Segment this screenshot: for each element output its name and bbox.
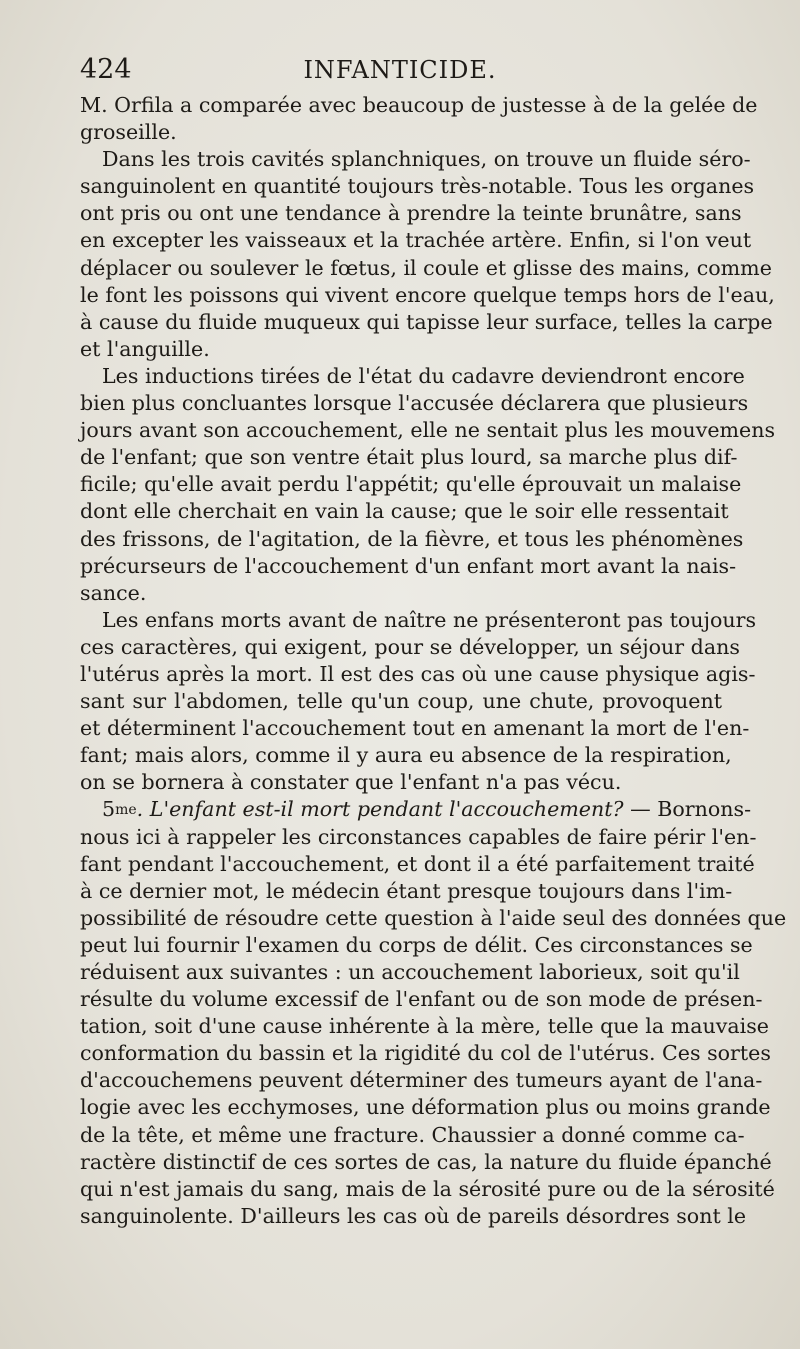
text-line: qui n'est jamais du sang, mais de la sérosité pure ou de la sérosité [80, 1176, 775, 1201]
text-line: de l'enfant; que son ventre était plus lourd, sa marche plus dif- [80, 445, 738, 470]
text-line: sanguinolent en quantité toujours très-notable. Tous les organes [80, 174, 755, 199]
page-number: 424 [80, 54, 132, 85]
text-line: ont pris ou ont une tendance à prendre la teinte brunâtre, sans [80, 201, 742, 226]
running-title: INFANTICIDE. [303, 56, 497, 84]
text-line: sant sur l'abdomen, telle qu'un coup, une chute, provoquent [80, 689, 722, 714]
text-line: ractère distinctif de ces sortes de cas, la nature du fluide épanché [80, 1149, 772, 1174]
text-line: bien plus concluantes lorsque l'accusée déclarera que plusieurs [80, 391, 749, 416]
text-line: l'utérus après la mort. Il est des cas où une cause physique agis- [80, 661, 756, 686]
text-line: des frissons, de l'agitation, de la fièvre, et tous les phénomènes [80, 526, 744, 551]
text-line: dont elle cherchait en vain la cause; que le soir elle ressentait [80, 499, 729, 524]
text-line: jours avant son accouchement, elle ne sentait plus les mouvemens [80, 418, 776, 443]
paragraph-start-line: Dans les trois cavités splanchniques, on trouve un fluide séro- [102, 147, 751, 172]
text-line: à cause du fluide muqueux qui tapisse leur surface, telles la carpe [80, 309, 773, 334]
text-line: possibilité de résoudre cette question à l'aide seul des données que [80, 905, 787, 930]
text-line: tation, soit d'une cause inhérente à la mère, telle que la mauvaise [80, 1014, 769, 1039]
text-line: d'accouchemens peuvent déterminer des tumeurs ayant de l'ana- [80, 1068, 763, 1093]
section-number-suffix: me [115, 802, 137, 819]
text-line: sanguinolente. D'ailleurs les cas où de pareils désordres sont le [80, 1203, 747, 1228]
text-line: le font les poissons qui vivent encore quelque temps hors de l'eau, [80, 282, 775, 307]
text-line: on se bornera à constater que l'enfant n'a pas vécu. [80, 770, 622, 795]
text-line: sance. [80, 580, 147, 605]
text-line: fant; mais alors, comme il y aura eu absence de la respiration, [80, 743, 732, 768]
text-line: et déterminent l'accouchement tout en amenant la mort de l'en- [80, 716, 750, 741]
text-line: à ce dernier mot, le médecin étant presque toujours dans l'im- [80, 878, 733, 903]
text-line: nous ici à rappeler les circonstances capables de faire périr l'en- [80, 824, 757, 849]
text-line: en excepter les vaisseaux et la trachée artère. Enfin, si l'on veut [80, 228, 752, 253]
section-number: 5 [102, 797, 116, 822]
section-text: — Bornons- [623, 797, 752, 822]
section-heading-line [80, 796, 752, 823]
paragraph-start-line: Les enfans morts avant de naître ne présenteront pas toujours [102, 607, 757, 632]
text-line: logie avec les ecchymoses, une déformation plus ou moins grande [80, 1095, 771, 1120]
paragraph-start-line: Les inductions tirées de l'état du cadavre deviendront encore [102, 363, 745, 388]
text-line: déplacer ou soulever le fœtus, il coule et glisse des mains, comme [80, 255, 772, 280]
text-line: peut lui fournir l'examen du corps de délit. Ces circonstances se [80, 932, 753, 957]
text-line: fant pendant l'accouchement, et dont il a été parfaitement traité [80, 851, 755, 876]
text-line: groseille. [80, 120, 177, 145]
text-line: ficile; qu'elle avait perdu l'appétit; qu'elle éprouvait un malaise [80, 472, 742, 497]
body-text [80, 92, 787, 1230]
page-header [80, 50, 720, 90]
text-line: précurseurs de l'accouchement d'un enfant mort avant la nais- [80, 553, 737, 578]
text-line: de la tête, et même une fracture. Chaussier a donné comme ca- [80, 1122, 745, 1147]
text-line: réduisent aux suivantes : un accouchement laborieux, soit qu'il [80, 960, 740, 984]
text-line: ces caractères, qui exigent, pour se développer, un séjour dans [80, 634, 740, 659]
text-line: conformation du bassin et la rigidité du col de l'utérus. Ces sortes [80, 1041, 771, 1066]
text-line: et l'anguille. [80, 336, 210, 361]
text-line: résulte du volume excessif de l'enfant ou de son mode de présen- [80, 987, 763, 1012]
text-line: M. Orfila a comparée avec beaucoup de justesse à de la gelée de [80, 93, 758, 117]
section-question: . L'enfant est-il mort pendant l'accouchement? [136, 797, 624, 822]
